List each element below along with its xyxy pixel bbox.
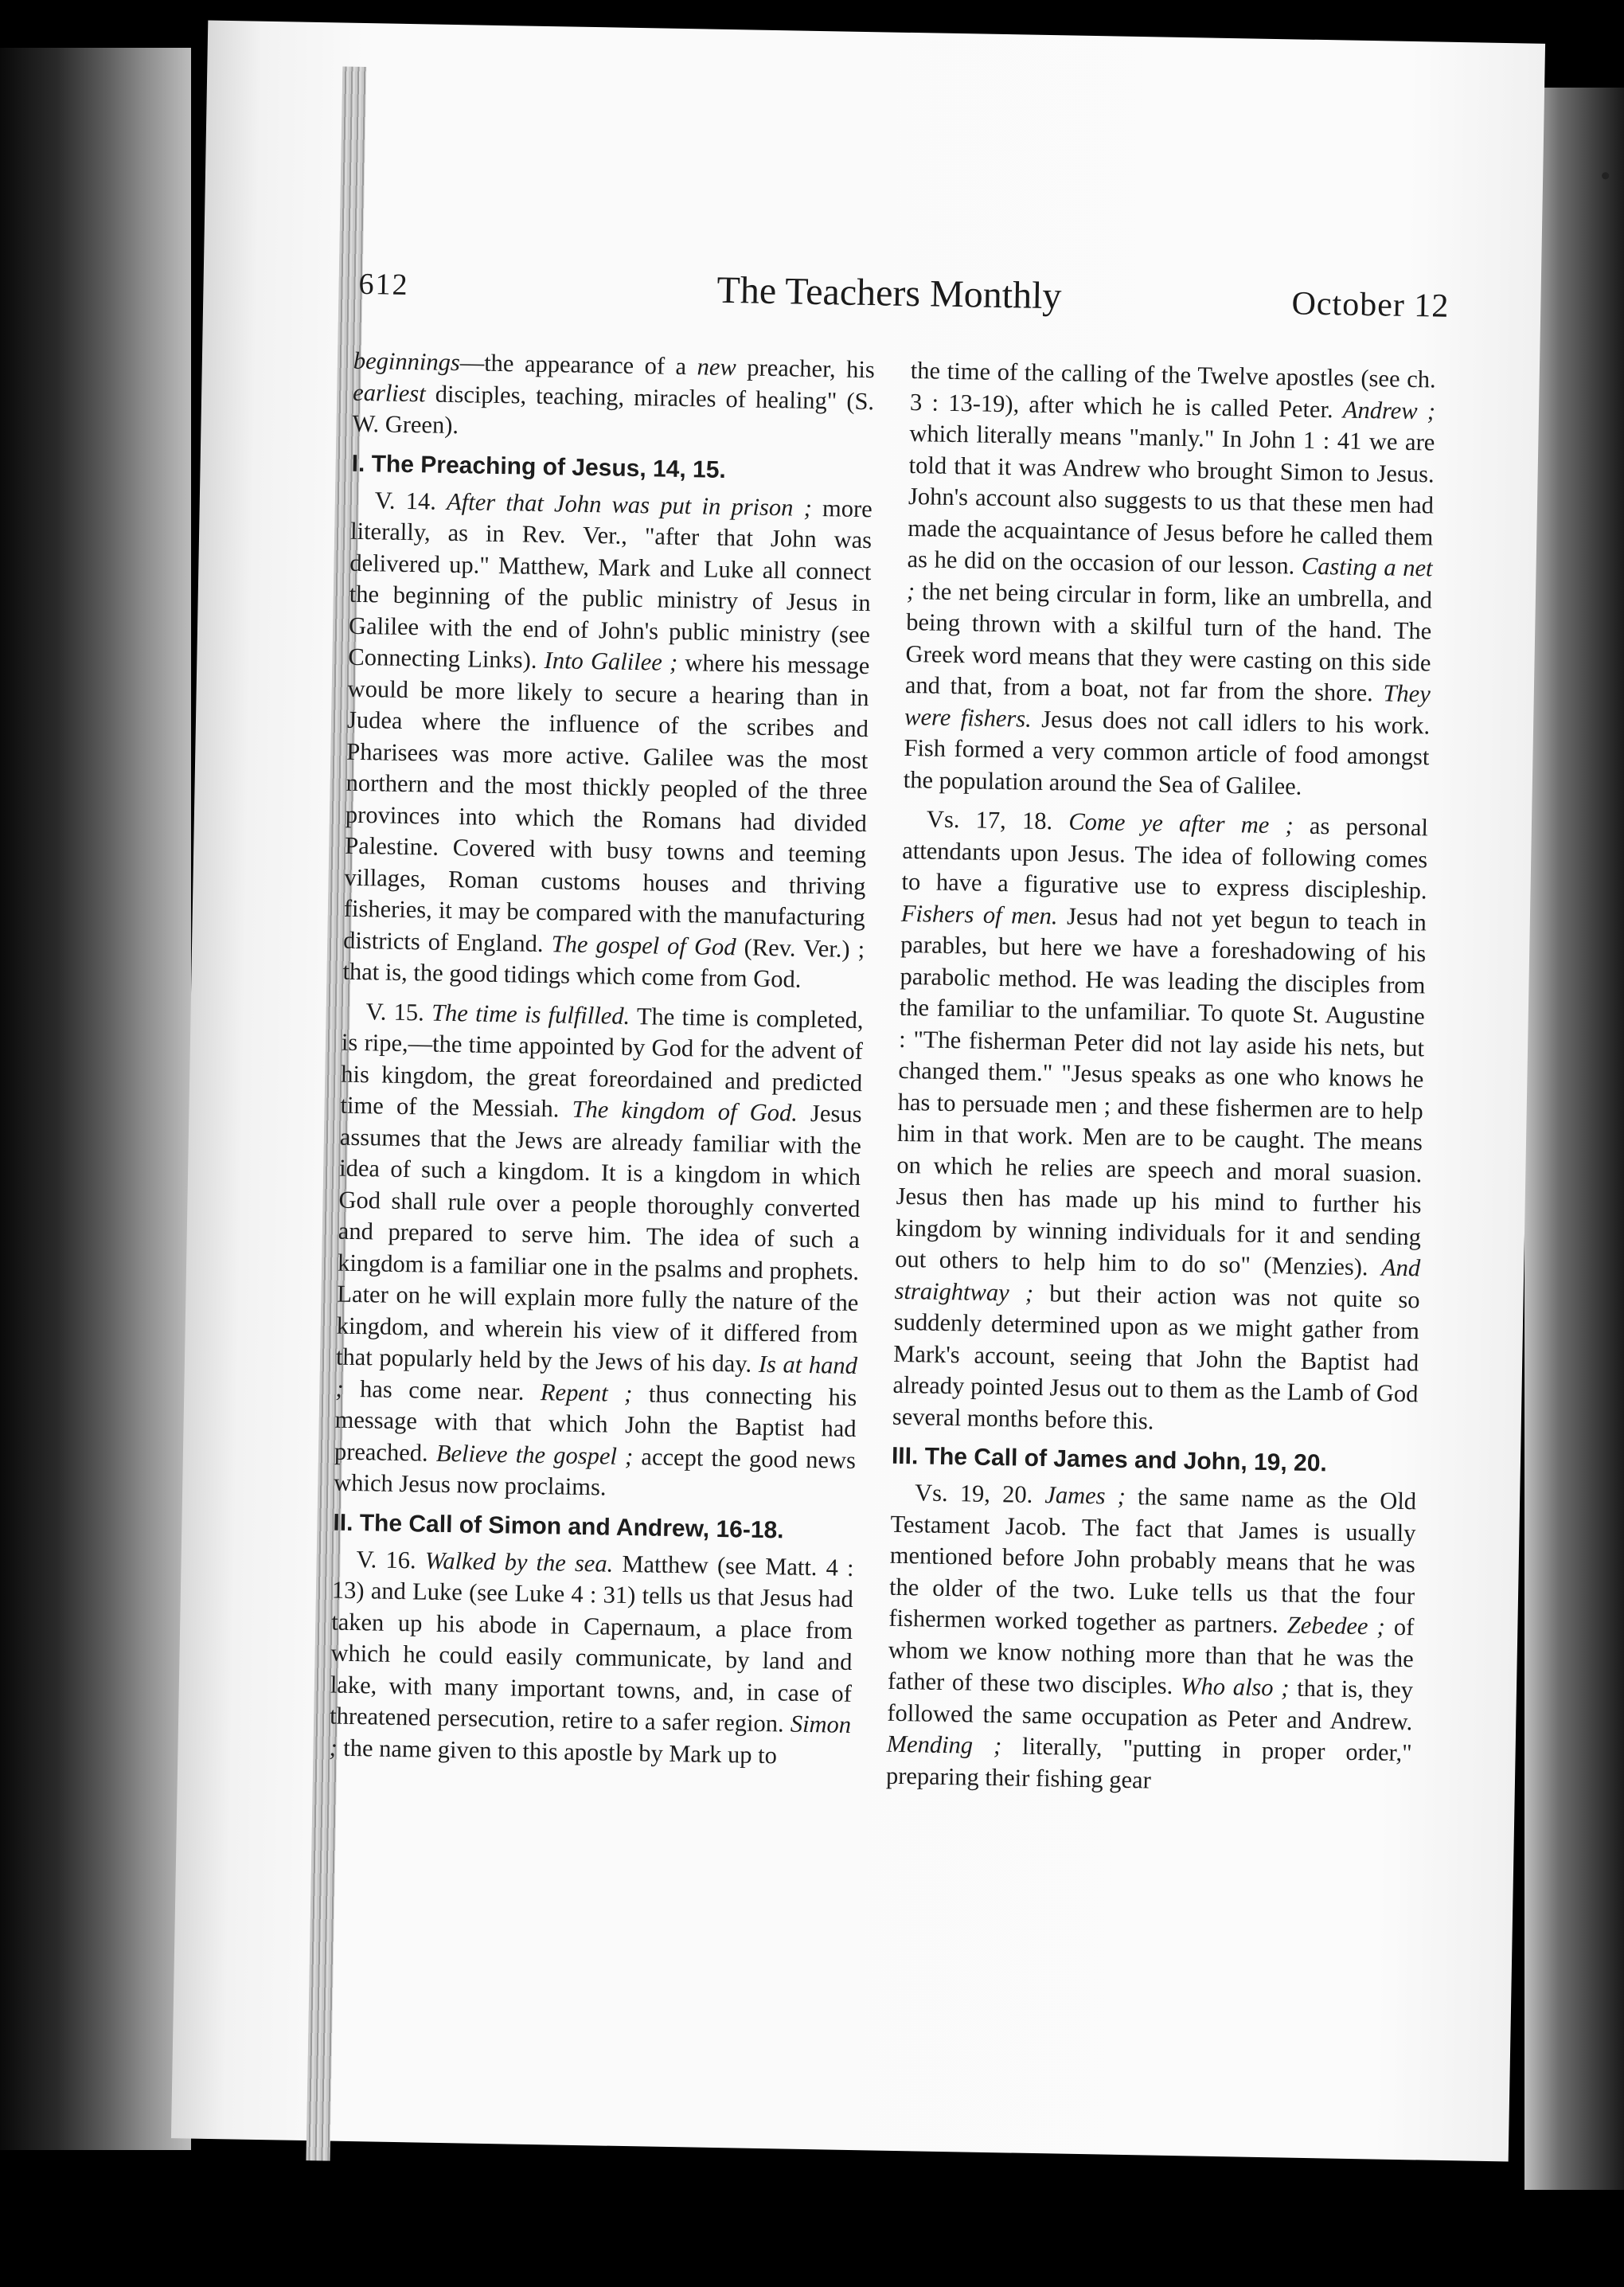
intro-paragraph: beginnings—the appearance of a new preacher, his earliest disciples, teaching, miracles of healing" (S. W. Green).: [352, 346, 876, 440]
journal-title: The Teachers Monthly: [716, 268, 1062, 318]
section-heading-3: III. The Call of James and John, 19, 20.: [891, 1442, 1328, 1477]
section-heading-1: I. The Preaching of Jesus, 14, 15.: [351, 450, 727, 483]
continuation-paragraph: the time of the calling of the Twelve apostles (see ch. 3 : 13-19), after which he is called Peter. Andrew ; which literally means "manly." In John 1 : 41 we are told that it was Andrew who brought Simon to Jesus. John's account also suggests to us that these men had made the acquaintance of Jesus before he called them as he did on the occasion of our lesson. Casting a net ; the net being circular in form, like an umbrella, and being thrown with a skilful turn of the hand. The Greek word means that they were casting on this side and that, from a boat, not far from the shore. They were fishers. Jesus does not call idlers to his work. Fish formed a very common article of food amongst the population around the Sea of Galilee.: [903, 357, 1437, 800]
scan-background-left: [0, 48, 191, 2150]
left-column: [329, 346, 875, 1773]
verse-19-20-paragraph: Vs. 19, 20. James ; the same name as the Old Testament Jacob. The fact that James is usually mentioned before John probably means that he was the older of the two. Luke tells us that the four fishermen worked together as partners. Zebedee ; of whom we know nothing more than that he was the father of these two disciples. Who also ; that is, they followed the same occupation as Peter and Andrew. Mending ; literally, "putting in proper order," preparing their fishing gear: [885, 1479, 1417, 1794]
issue-date: October 12: [1291, 285, 1450, 325]
verse-16-paragraph: V. 16. Walked by the sea. Matthew (see Matt. 4 : 13) and Luke (see Luke 4 : 31) tells us that Jesus had taken up his abode in Capernaum, a place from which he could easily communicate, by land and lake, with many important towns, and, in case of threatened persecution, retire to a safer region. Simon ; the name given to this apostle by Mark up to: [329, 1545, 854, 1769]
running-head: [358, 262, 1450, 345]
scan-background-right: [1524, 88, 1624, 2190]
book-page: [171, 21, 1545, 2162]
verse-17-18-paragraph: Vs. 17, 18. Come ye after me ; as personal attendants upon Jesus. The idea of following comes to have a figurative use to express discipleship. Fishers of men. Jesus had not yet begun to teach in parables, but here we have a foreshadowing of his parabolic method. He was leading the disciples from the familiar to the unfamiliar. To quote St. Augustine : "The fisherman Peter did not lay aside his nets, but changed them." "Jesus speaks as one who knows he has to persuade men ; and these fishermen are to help him in that work. Men are to be caught. The means on which he relies are speech and moral suasion. Jesus then has made up his mind to further his kingdom by winning individuals for it and sending out others to help him to do so" (Menzies). And straightway ; but their action was not quite so suddenly determined upon as we might gather from Mark's account, seeing that John the Baptist had already pointed Jesus out to them as the Lamb of God several months before this.: [892, 805, 1429, 1435]
right-column: [886, 355, 1436, 1800]
ink-dot: [1602, 172, 1609, 179]
verse-15-paragraph: V. 15. The time is fulfilled. The time is completed, is ripe,—the time appointed by God for the advent of his kingdom, the great foreordained and predicted time of the Messiah. The kingdom of God. Jesus assumes that the Jews are already familiar with the idea of such a kingdom. It is a kingdom in which God shall rule over a people thoroughly converted and prepared to serve him. The idea of such a kingdom is a familiar one in the psalms and prophets. Later on he will explain more fully the nature of the kingdom, and wherein his view of it differed from that popularly held by the Jews of his day. Is at hand ; has come near. Repent ; thus connecting his message with that which John the Baptist had preached. Believe the gospel ; accept the good news which Jesus now proclaims.: [334, 997, 864, 1501]
section-heading-2: II. The Call of Simon and Andrew, 16-18.: [333, 1509, 784, 1543]
page-number: 612: [358, 267, 409, 302]
verse-14-paragraph: V. 14. After that John was put in prison ; more literally, as in Rev. Ver., "after that John was delivered up." Matthew, Mark and Luke all connect the beginning of the public ministry of Jesus in Galilee with the end of John's public ministry (see Connecting Links). Into Galilee ; where his message would be more likely to secure a hearing than in Judea where the influence of the scribes and Pharisees was more active. Galilee was the most northern and the most thickly peopled of the three provinces into which the Romans had divided Palestine. Covered with busy towns and teeming villages, Roman customs houses and thriving fisheries, it may be compared with the manufacturing districts of England. The gospel of God (Rev. Ver.) ; that is, the good tidings which come from God.: [342, 486, 873, 993]
